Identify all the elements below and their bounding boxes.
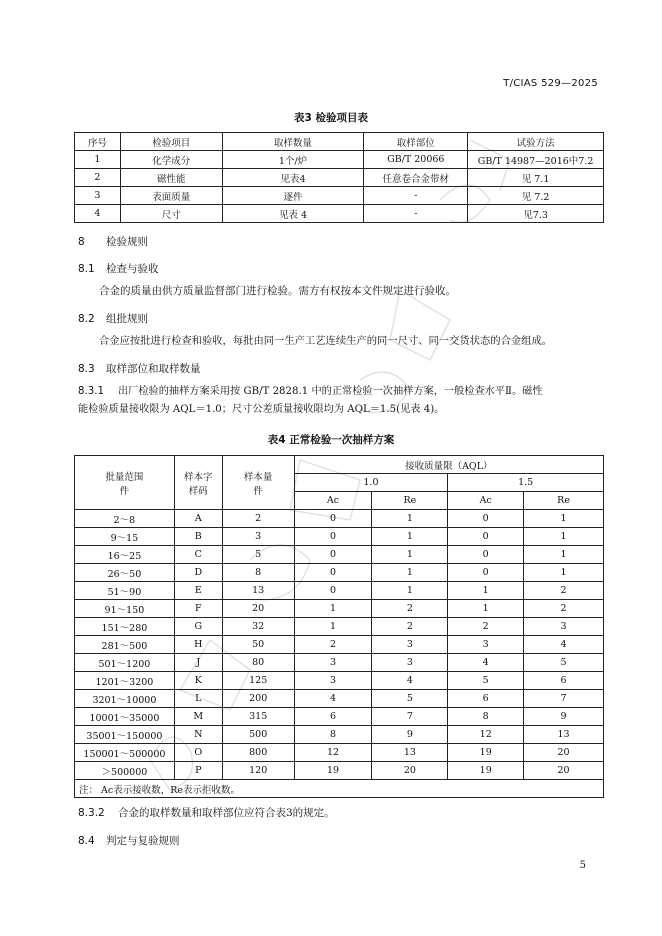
table-cell: 5 xyxy=(372,690,448,708)
table-cell: 4 xyxy=(524,636,604,654)
table-cell: 50 xyxy=(222,636,294,654)
table-cell: O xyxy=(174,744,222,762)
table-cell: G xyxy=(174,618,222,636)
table-cell: 19 xyxy=(294,762,372,780)
header-cell-aql-1-5: 1.5 xyxy=(448,474,604,492)
table-row xyxy=(75,169,604,187)
table-row xyxy=(75,151,604,169)
table-cell: M xyxy=(174,708,222,726)
table-cell: - xyxy=(364,187,468,205)
table-row xyxy=(75,708,604,726)
table-header-row xyxy=(75,456,604,474)
table-row xyxy=(75,205,604,223)
table-cell: 2 xyxy=(294,636,372,654)
table-row xyxy=(75,600,604,618)
table-row xyxy=(75,546,604,564)
table-cell: A xyxy=(174,510,222,528)
table-cell: 6 xyxy=(448,690,524,708)
section-8-1-heading xyxy=(78,261,159,276)
table-cell: 2 xyxy=(524,600,604,618)
table-cell: P xyxy=(174,762,222,780)
table-cell: 2～8 xyxy=(75,510,175,528)
section-title: 检验规则 xyxy=(106,236,148,248)
table-cell: 磁性能 xyxy=(120,169,222,187)
table-cell: 51～90 xyxy=(75,582,175,600)
table-cell: 4 xyxy=(294,690,372,708)
paragraph-line: 合金的取样数量和取样部位应符合表3的规定。 xyxy=(118,807,335,819)
table-cell: 1 xyxy=(524,528,604,546)
header-cell: 试验方法 xyxy=(468,133,604,151)
table-cell: 91～150 xyxy=(75,600,175,618)
table-cell: GB/T 14987—2016中7.2 xyxy=(468,151,604,169)
table-cell: 10001～35000 xyxy=(75,708,175,726)
table-cell: 3 xyxy=(294,654,372,672)
table-row xyxy=(75,690,604,708)
table-row xyxy=(75,726,604,744)
table4-caption: 表4 正常检验一次抽样方案 xyxy=(267,434,395,446)
table-row xyxy=(75,672,604,690)
table-cell: 151～280 xyxy=(75,618,175,636)
table-cell: 2 xyxy=(372,618,448,636)
section-8-heading xyxy=(78,234,148,249)
inspection-items-table xyxy=(74,132,604,223)
section-8-2-text: 合金应按批进行检查和验收，每批由同一生产工艺连续生产的同一尺寸、同一交货状态的合金组成。 xyxy=(99,335,553,347)
table-cell: 见表4 xyxy=(222,169,364,187)
table-cell: 3 xyxy=(294,672,372,690)
table-cell: 9～15 xyxy=(75,528,175,546)
table-cell: ＞500000 xyxy=(75,762,175,780)
table-cell: 20 xyxy=(524,762,604,780)
table-cell: 5 xyxy=(448,672,524,690)
table-row xyxy=(75,762,604,780)
table-cell: 3 xyxy=(372,636,448,654)
section-8-3-2-text xyxy=(78,804,604,822)
table-cell: 1 xyxy=(294,618,372,636)
table-cell: 1 xyxy=(524,546,604,564)
section-title: 判定与复验规则 xyxy=(106,835,180,847)
header-cell: 序号 xyxy=(75,133,121,151)
table-cell: 3 xyxy=(222,528,294,546)
table-cell: 20 xyxy=(524,744,604,762)
table-cell: 13 xyxy=(222,582,294,600)
header-cell: 检验项目 xyxy=(120,133,222,151)
table-note: 注： Ac表示接收数，Re表示拒收数。 xyxy=(75,780,604,798)
table-cell: 4 xyxy=(372,672,448,690)
table-cell: 800 xyxy=(222,744,294,762)
table-cell: 1 xyxy=(524,510,604,528)
table-cell: 0 xyxy=(294,582,372,600)
table-cell: 4 xyxy=(75,205,121,223)
table-cell: 19 xyxy=(448,744,524,762)
table-cell: 9 xyxy=(372,726,448,744)
table-cell: 5 xyxy=(222,546,294,564)
table-cell: 26～50 xyxy=(75,564,175,582)
table-cell: B xyxy=(174,528,222,546)
table-cell: 32 xyxy=(222,618,294,636)
section-8-2-heading xyxy=(78,311,148,326)
header-cell: 取样部位 xyxy=(364,133,468,151)
table-cell: 2 xyxy=(222,510,294,528)
table-cell: 0 xyxy=(448,564,524,582)
table-cell: 6 xyxy=(524,672,604,690)
table-header-row xyxy=(75,133,604,151)
section-number: 8.2 xyxy=(78,313,95,325)
table-cell: 1 xyxy=(372,546,448,564)
table-cell: 3 xyxy=(448,636,524,654)
sampling-plan-body xyxy=(75,510,604,780)
section-number: 8.1 xyxy=(78,263,95,275)
paragraph-line: 能检验质量接收限为 AQL＝1.0；尺寸公差质量接收限均为 AQL＝1.5(见表 4)。 xyxy=(78,404,445,415)
table-cell: 见7.3 xyxy=(468,205,604,223)
table-cell: 见 7.2 xyxy=(468,187,604,205)
document-code: T/CIAS 529—2025 xyxy=(503,78,598,89)
table-cell: GB/T 20066 xyxy=(364,151,468,169)
table-cell: 12 xyxy=(448,726,524,744)
table-cell: C xyxy=(174,546,222,564)
table-cell: 501～1200 xyxy=(75,654,175,672)
table-row xyxy=(75,744,604,762)
table-cell: J xyxy=(174,654,222,672)
table-cell: 8 xyxy=(448,708,524,726)
table-cell: 表面质量 xyxy=(120,187,222,205)
table-cell: 2 xyxy=(372,600,448,618)
table-row xyxy=(75,510,604,528)
table-cell: 6 xyxy=(294,708,372,726)
table-cell: 35001～150000 xyxy=(75,726,175,744)
table-cell: 逐件 xyxy=(222,187,364,205)
section-8-3-heading xyxy=(78,361,201,376)
table-cell: H xyxy=(174,636,222,654)
table-row xyxy=(75,654,604,672)
table-cell: 1 xyxy=(75,151,121,169)
table-cell: 0 xyxy=(294,564,372,582)
table-cell: 16～25 xyxy=(75,546,175,564)
header-cell-re: Re xyxy=(372,492,448,510)
table-cell: 1 xyxy=(372,528,448,546)
table-cell: 1201～3200 xyxy=(75,672,175,690)
table-cell: 0 xyxy=(294,528,372,546)
table-cell: 1 xyxy=(372,510,448,528)
section-number: 8 xyxy=(78,236,85,248)
table-cell: 7 xyxy=(372,708,448,726)
paragraph-line: 出厂检验的抽样方案采用按 GB/T 2828.1 中的正常检验一次抽样方案，一般检查水平Ⅱ。磁性 xyxy=(118,386,543,397)
header-cell-sample-code: 样本字 样码 xyxy=(174,456,222,510)
table-cell: 2 xyxy=(524,582,604,600)
table-cell: 13 xyxy=(524,726,604,744)
table-cell: 0 xyxy=(294,510,372,528)
header-cell: 取样数量 xyxy=(222,133,364,151)
table-cell: 2 xyxy=(75,169,121,187)
table-cell: 315 xyxy=(222,708,294,726)
table-cell: K xyxy=(174,672,222,690)
table-cell: 80 xyxy=(222,654,294,672)
section-title: 取样部位和取样数量 xyxy=(106,363,201,375)
table-cell: 281～500 xyxy=(75,636,175,654)
section-title: 检查与验收 xyxy=(106,263,159,275)
table-row xyxy=(75,582,604,600)
table-cell: 3201～10000 xyxy=(75,690,175,708)
table-cell: 化学成分 xyxy=(120,151,222,169)
header-cell-sample-size: 样本量 件 xyxy=(222,456,294,510)
section-number: 8.3.2 xyxy=(78,807,105,819)
section-8-1-text: 合金的质量由供方质量监督部门进行检验。需方有权按本文件规定进行验收。 xyxy=(99,285,456,297)
header-cell-ac: Ac xyxy=(294,492,372,510)
section-title: 组批规则 xyxy=(106,313,148,325)
table-cell: 150001～500000 xyxy=(75,744,175,762)
table-cell: 125 xyxy=(222,672,294,690)
table-cell: 0 xyxy=(294,546,372,564)
table-cell: 1个/炉 xyxy=(222,151,364,169)
header-cell-batch-range: 批量范围 件 xyxy=(75,456,175,510)
table-cell: 12 xyxy=(294,744,372,762)
table-cell: 5 xyxy=(524,654,604,672)
table-cell: E xyxy=(174,582,222,600)
table-cell: 3 xyxy=(372,654,448,672)
section-number: 8.3 xyxy=(78,363,95,375)
table-cell: 120 xyxy=(222,762,294,780)
table-cell: 500 xyxy=(222,726,294,744)
table-cell: 19 xyxy=(448,762,524,780)
table-cell: 9 xyxy=(524,708,604,726)
table-cell: 3 xyxy=(524,618,604,636)
table-cell: 任意卷合金带材 xyxy=(364,169,468,187)
table-cell: 见 7.1 xyxy=(468,169,604,187)
table-cell: 见表 4 xyxy=(222,205,364,223)
table-cell: 1 xyxy=(372,564,448,582)
table-row xyxy=(75,636,604,654)
table-cell: D xyxy=(174,564,222,582)
table-cell: 0 xyxy=(448,510,524,528)
table-cell: 1 xyxy=(372,582,448,600)
section-8-4-heading xyxy=(78,833,180,848)
header-cell-ac: Ac xyxy=(448,492,524,510)
table-cell: 20 xyxy=(222,600,294,618)
table-cell: 13 xyxy=(372,744,448,762)
table-cell: 1 xyxy=(448,582,524,600)
table-cell: 0 xyxy=(448,546,524,564)
header-cell-aql-1-0: 1.0 xyxy=(294,474,448,492)
table-cell: 3 xyxy=(75,187,121,205)
sampling-plan-table xyxy=(74,455,604,798)
table-cell: 4 xyxy=(448,654,524,672)
table-cell: F xyxy=(174,600,222,618)
table-note-row xyxy=(75,780,604,798)
table-row xyxy=(75,528,604,546)
section-8-3-1-text xyxy=(78,383,604,419)
table-cell: 2 xyxy=(448,618,524,636)
header-cell-aql: 接收质量限（AQL） xyxy=(294,456,603,474)
table-row xyxy=(75,564,604,582)
table-row xyxy=(75,187,604,205)
table3-caption: 表3 检验项目表 xyxy=(294,112,368,124)
page-number: 5 xyxy=(579,860,586,871)
table-cell: 7 xyxy=(524,690,604,708)
section-number: 8.3.1 xyxy=(78,386,104,397)
table-cell: 8 xyxy=(294,726,372,744)
table-cell: 1 xyxy=(294,600,372,618)
table-cell: 1 xyxy=(524,564,604,582)
section-number: 8.4 xyxy=(78,835,95,847)
table-cell: 20 xyxy=(372,762,448,780)
table-cell: 1 xyxy=(448,600,524,618)
table-cell: N xyxy=(174,726,222,744)
table-row xyxy=(75,618,604,636)
table-cell: 200 xyxy=(222,690,294,708)
table-cell: L xyxy=(174,690,222,708)
table-cell: 尺寸 xyxy=(120,205,222,223)
header-cell-re: Re xyxy=(524,492,604,510)
table-cell: - xyxy=(364,205,468,223)
table-cell: 0 xyxy=(448,528,524,546)
table-cell: 8 xyxy=(222,564,294,582)
